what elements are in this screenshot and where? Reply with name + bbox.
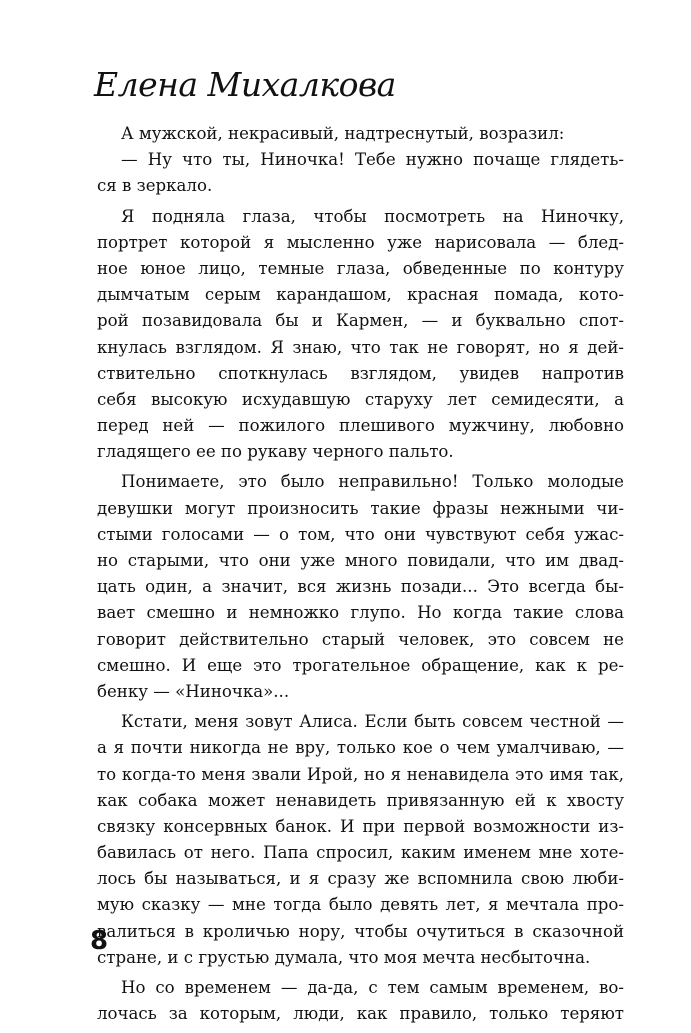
text-line: валиться в кроличью нору, чтобы очутиться в сказочной xyxy=(97,921,624,941)
text-line: лось бы называться, и я сразу же вспомнила свою люби- xyxy=(97,869,624,889)
text-line: стыми голосами — о том, что они чувствуют себя ужас- xyxy=(97,524,624,544)
text-line: но старыми, что они уже много повидали, что им двад- xyxy=(97,551,624,570)
text-line: то когда-то меня звали Ирой, но я ненавидела это имя так, xyxy=(97,764,624,784)
body-text xyxy=(97,121,624,1027)
text-line: стране, и с грустью думала, что моя мечта несбыточна. xyxy=(97,947,591,967)
text-line: мую сказку — мне тогда было девять лет, я мечтала про- xyxy=(97,895,624,915)
text-line: рой позавидовала бы и Кармен, — и буквально спот- xyxy=(97,311,624,331)
text-line: смешно. И еще это трогательное обращение, как к ре- xyxy=(97,655,624,675)
running-header xyxy=(94,62,396,108)
text-line: дымчатым серым карандашом, красная помада, кото- xyxy=(97,285,624,305)
author-name: Елена Михалкова xyxy=(94,65,396,104)
text-line: кнулась взглядом. Я знаю, что так не говорят, но я дей- xyxy=(97,337,624,357)
text-line: цать один, а значит, вся жизнь позади... Это всегда бы- xyxy=(97,577,624,597)
text-line: А мужской, некрасивый, надтреснутый, возразил: xyxy=(121,124,565,143)
text-line: говорит действительно старый человек, это совсем не xyxy=(97,629,624,649)
text-line: Кстати, меня зовут Алиса. Если быть совсем честной — xyxy=(121,712,624,732)
text-line: как собака может ненавидеть привязанную ей к хвосту xyxy=(97,790,624,810)
text-line: — Ну что ты, Ниночка! Тебе нужно почаще глядеть- xyxy=(121,150,624,170)
text-line: лочась за которым, люди, как правило, только теряют xyxy=(97,1004,624,1024)
page-number: 8 xyxy=(90,926,109,956)
text-line: Я подняла глаза, чтобы посмотреть на Ниночку, xyxy=(121,206,624,226)
text-line: бавилась от него. Папа спросил, каким именем мне хоте- xyxy=(97,843,624,863)
text-line: связку консервных банок. И при первой возможности из- xyxy=(97,816,624,836)
text-line: Понимаете, это было неправильно! Только молодые xyxy=(121,472,624,492)
text-line: а я почти никогда не вру, только кое о чем умалчиваю, — xyxy=(97,738,624,758)
text-line: Но со временем — да-да, с тем самым временем, во- xyxy=(121,978,624,997)
text-line: ствительно споткнулась взглядом, увидев напротив xyxy=(97,363,624,383)
text-line: себя высокую исхудавшую старуху лет семидесяти, а xyxy=(97,389,624,409)
text-line: перед ней — пожилого плешивого мужчину, любовно xyxy=(97,416,624,436)
text-line: ное юное лицо, темные глаза, обведенные по контуру xyxy=(97,258,624,278)
text-line: гладящего ее по рукаву черного пальто. xyxy=(97,442,454,462)
text-line: бенку — «Ниночка»... xyxy=(97,681,290,701)
text-line: вает смешно и немножко глупо. Но когда такие слова xyxy=(97,603,624,623)
text-line: портрет которой я мысленно уже нарисовала — блед- xyxy=(97,232,624,252)
text-line: ся в зеркало. xyxy=(97,176,213,196)
text-line: девушки могут произносить такие фразы нежными чи- xyxy=(97,498,624,518)
